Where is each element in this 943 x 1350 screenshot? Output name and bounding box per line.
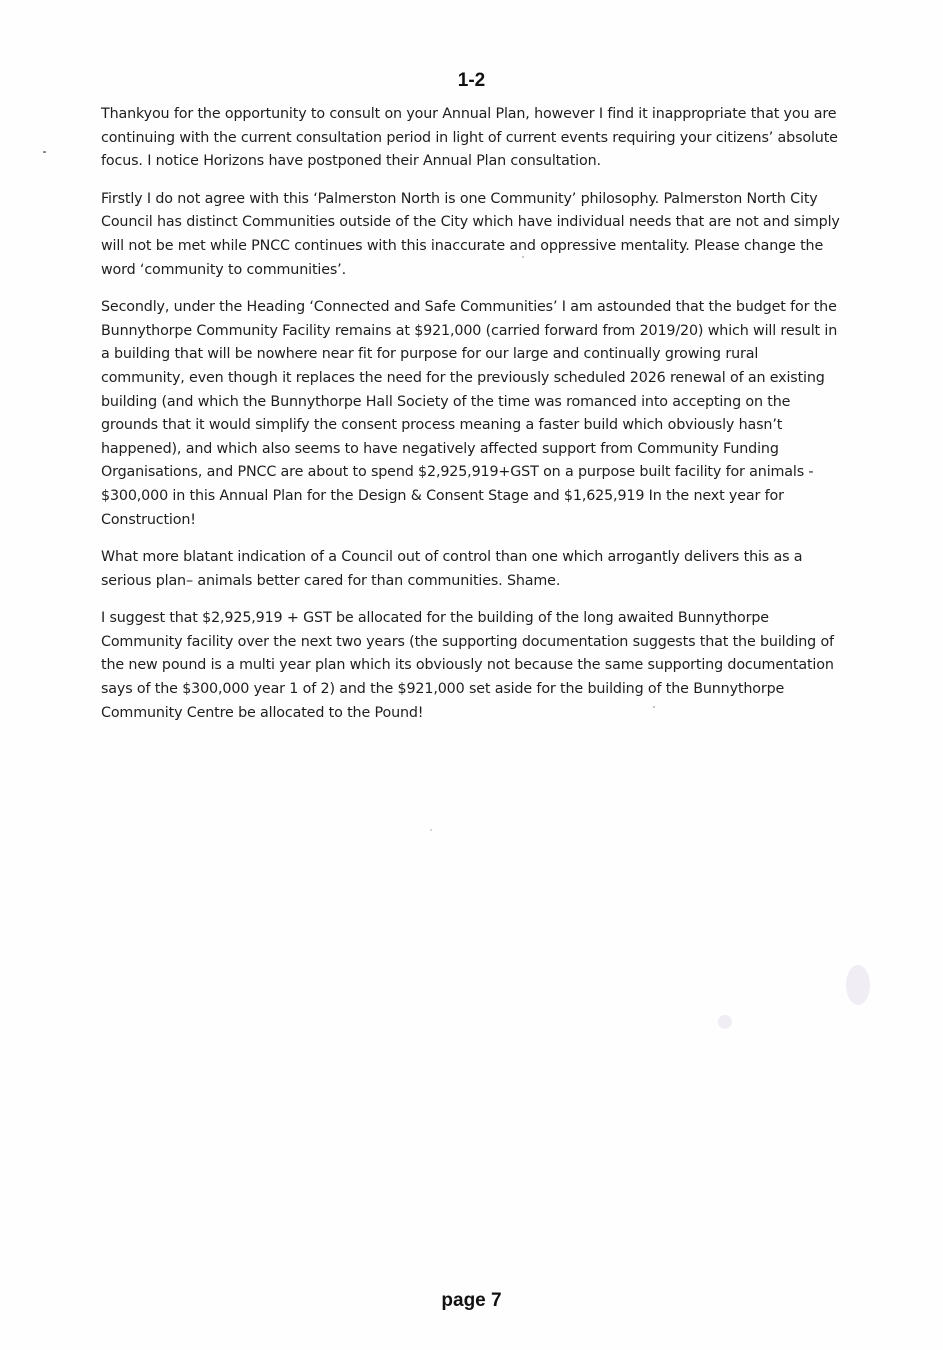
document-number: 1-2: [457, 70, 486, 91]
scan-speck: [43, 151, 46, 153]
paragraph-what-more: What more blatant indication of a Council out of control than one which arrogantly delivers this as a serious plan– animals better cared for than communities. Shame.: [101, 549, 803, 589]
submission-body: [101, 103, 846, 739]
scan-speck: [430, 829, 432, 831]
page-number: page 7: [441, 1290, 502, 1311]
scan-speck: [653, 706, 655, 708]
paragraph-secondly: Secondly, under the Heading ‘Connected and Safe Communities’ I am astounded that the budget for the Bunnythorpe Community Facility remains at $921,000 (carried forward from 2019/20) which will result in a building that will be nowhere near fit for purpose for our large and continually growing rural community, even though it replaces the need for the previously scheduled 2026 renewal of an existing building (and which the Bunnythorpe Hall Society of the time was romanced into accepting on the grounds that it would simplify the consent process meaning a faster build which obviously hasn’t happened), and which also seems to have negatively affected support from Community Funding Organisations, and PNCC are about to spend $2,925,919+GST on a purpose built facility for animals - $300,000 in this Annual Plan for the Design & Consent Stage and $1,625,919 In the next year for Construction!: [101, 299, 838, 528]
scan-speck: [522, 256, 524, 258]
scan-smudge: [718, 1015, 732, 1029]
scan-smudge: [846, 965, 870, 1005]
paragraph-firstly: Firstly I do not agree with this ‘Palmerston North is one Community’ philosophy. Palmerston North City Council has distinct Communities outside of the City which have individual needs that are not and simply will not be met while PNCC continues with this inaccurate and oppressive mentality. Please change the word ‘community to communities’.: [101, 190, 840, 278]
paragraph-intro: Thankyou for the opportunity to consult on your Annual Plan, however I find it inappropriate that you are continuing with the current consultation period in light of current events requiring your citizens’ absolute focus. I notice Horizons have postponed their Annual Plan consultation.: [101, 106, 838, 170]
paragraph-suggestion: I suggest that $2,925,919 + GST be allocated for the building of the long awaited Bunnythorpe Community facility over the next two years (the supporting documentation suggests that the building of the new pound is a multi year plan which its obviously not because the same supporting documentation says of the $300,000 year 1 of 2) and the $921,000 set aside for the building of the Bunnythorpe Community Centre be allocated to the Pound!: [101, 610, 834, 721]
